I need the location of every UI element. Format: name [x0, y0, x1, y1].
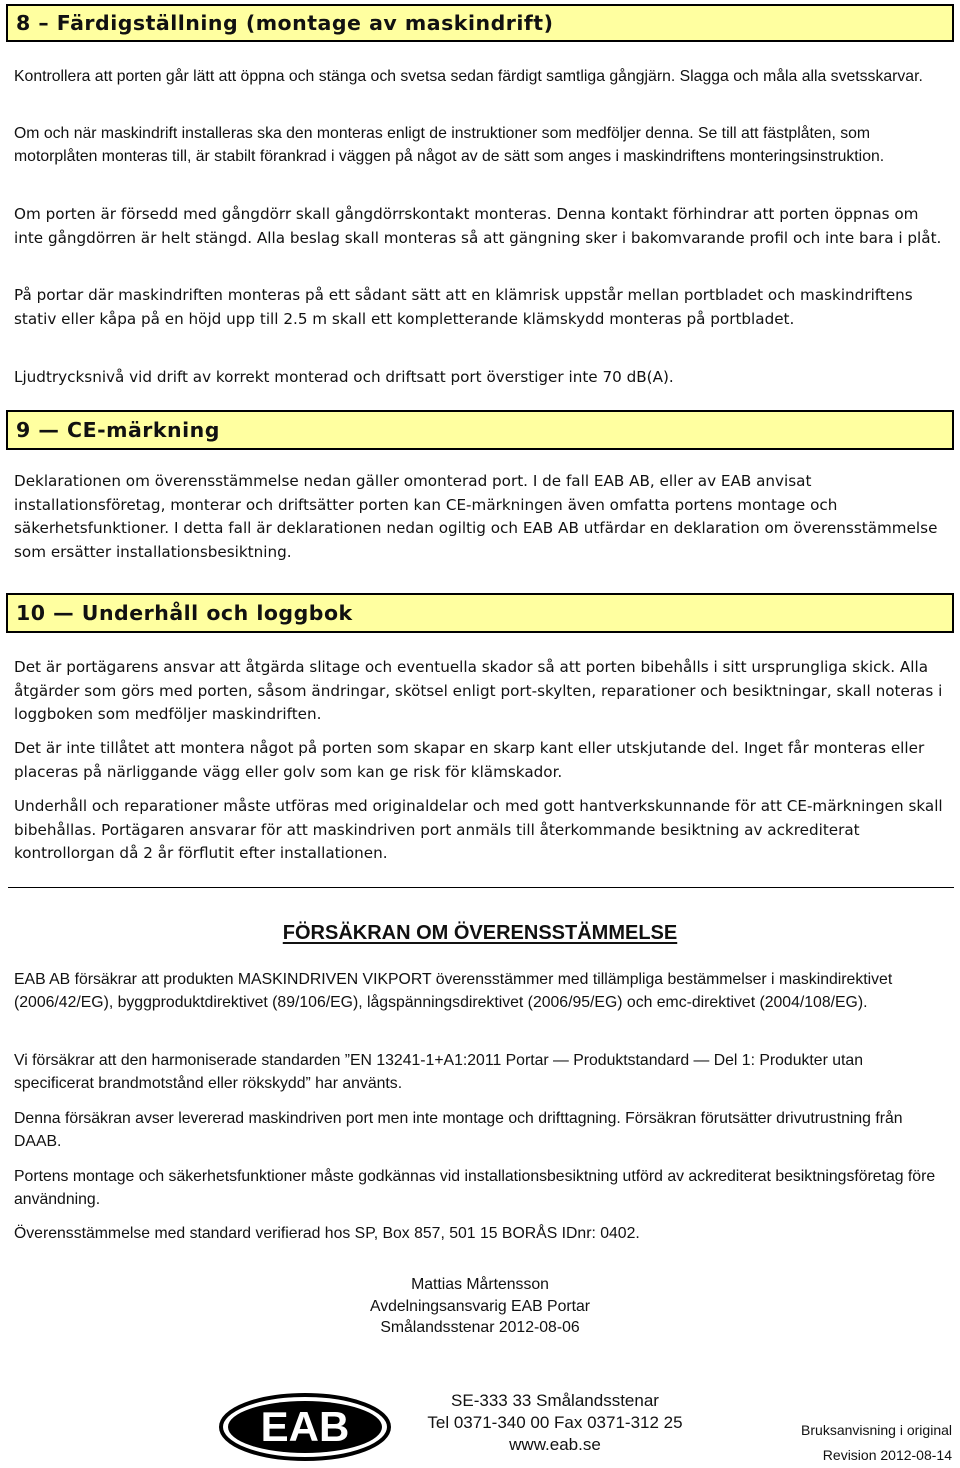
section-9-heading — [6, 410, 954, 450]
section-10-heading — [6, 593, 954, 633]
footer-doc-type: Bruksanvisning i original — [801, 1422, 952, 1438]
signature-name: Mattias Mårtensson — [411, 1276, 549, 1293]
s8-paragraph-3: Om porten är försedd med gångdörr skall gångdörrskontakt monteras. Denna kontakt förhindrar att porten öppnas om inte gångdörren är helt stängd. Alla beslag skall monteras så att gängning sker i bakomvarande profil och inte bara i plåt. — [14, 205, 942, 247]
s8-paragraph-2: Om och när maskindrift installeras ska den monteras enligt de instruktioner som medföljer denna. Se till att fästplåten, som motorplåten monteras till, är stabilt förankrad i väggen på något av de sätt som anges i maskindriftens monteringsinstruktion. — [14, 125, 885, 165]
footer-revision: Revision 2012-08-14 — [822, 1447, 952, 1463]
signature-place-date: Smålandsstenar 2012-08-06 — [380, 1319, 580, 1336]
footer-website[interactable]: www.eab.se — [509, 1435, 601, 1454]
declaration-title: FÖRSÄKRAN OM ÖVERENSSTÄMMELSE — [282, 922, 678, 944]
decl-paragraph-1: EAB AB försäkrar att produkten MASKINDRIVEN VIKPORT överensstämmer med tillämpliga bestämmelser i maskindirektivet (2006/42/EG), byggproduktdirektivet (89/106/EG), lågspänningsdirektivet (2006/95/EG) och emc-direktivet (2004/108/EG). — [14, 971, 893, 1011]
signature-block — [0, 1274, 960, 1339]
s10-paragraph-2: Det är inte tillåtet att montera något på porten som skapar en skarp kant eller utskjutande del. Inget får monteras eller placeras på närliggande vägg eller golv som kan ge risk för klämskador. — [14, 739, 925, 781]
section-8-heading — [6, 4, 954, 42]
eab-logo — [218, 1392, 392, 1462]
footer-document-info — [730, 1418, 952, 1468]
decl-paragraph-5: Överensstämmelse med standard verifierad hos SP, Box 857, 501 15 BORÅS IDnr: 0402. — [14, 1225, 640, 1242]
section-10-title: 10 — Underhåll och loggbok — [16, 601, 353, 625]
s9-paragraph-1: Deklarationen om överensstämmelse nedan gäller omonterad port. I de fall EAB AB, eller av EAB anvisat installationsföretag, monterar och driftsätter porten kan CE-märkningen även omfatta portens montage och säkerhetsfunktioner. I detta fall är deklarationen nedan ogiltig och EAB AB utfärdar en deklaration om överensstämmelse som ersätter installationsbesiktning. — [14, 472, 938, 561]
divider — [8, 887, 954, 888]
s10-paragraph-3: Underhåll och reparationer måste utföras med originaldelar och med gott hantverkskunnande för att CE-märkningen skall bibehållas. Portägaren ansvarar för att maskindriven port anmäls till återkommande besiktning av ackrediterat kontrollorgan då 2 år förflutit efter installationen. — [14, 797, 943, 862]
footer-address: SE-333 33 Smålandsstenar — [451, 1391, 659, 1410]
decl-paragraph-4: Portens montage och säkerhetsfunktioner måste godkännas vid installationsbesiktning utförd av ackrediterat besiktningsföretag före användning. — [14, 1168, 936, 1208]
s8-paragraph-5: Ljudtrycksnivå vid drift av korrekt monterad och driftsatt port överstiger inte 70 dB(A). — [14, 368, 674, 386]
footer-contact — [405, 1390, 705, 1456]
eab-logo-text: EAB — [260, 1403, 350, 1450]
section-9-title: 9 — CE-märkning — [16, 418, 220, 442]
decl-paragraph-2: Vi försäkrar att den harmoniserade standarden ”EN 13241-1+A1:2011 Portar — Produktstandard — Del 1: Produkter utan specificerat brandmotstånd eller rökskydd” har använts. — [14, 1052, 863, 1092]
section-8-title: 8 – Färdigställning (montage av maskindrift) — [16, 11, 554, 35]
s8-paragraph-1: Kontrollera att porten går lätt att öppna och stänga och svetsa sedan färdigt samtliga gångjärn. Slagga och måla alla svetsskarvar. — [14, 68, 923, 85]
footer-phone-fax: Tel 0371-340 00 Fax 0371-312 25 — [427, 1413, 683, 1432]
signature-role: Avdelningsansvarig EAB Portar — [369, 1297, 591, 1315]
s10-paragraph-1: Det är portägarens ansvar att åtgärda slitage och eventuella skador så att porten bibehålls i sitt ursprungliga skick. Alla åtgärder som görs med porten, såsom ändringar, skötsel enligt port-skylten, reparationer och besiktningar, skall noteras i loggboken som medföljer maskindriften. — [14, 658, 943, 723]
decl-paragraph-3: Denna försäkran avser levererad maskindriven port men inte montage och drifttagning. Försäkran förutsätter drivutrustning från DAAB. — [14, 1110, 903, 1150]
s8-paragraph-4: På portar där maskindriften monteras på ett sådant sätt att en klämrisk uppstår mellan portbladet och maskindriftens stativ eller kåpa på en höjd upp till 2.5 m skall ett kompletterande klämskydd monteras på portbladet. — [14, 286, 913, 328]
